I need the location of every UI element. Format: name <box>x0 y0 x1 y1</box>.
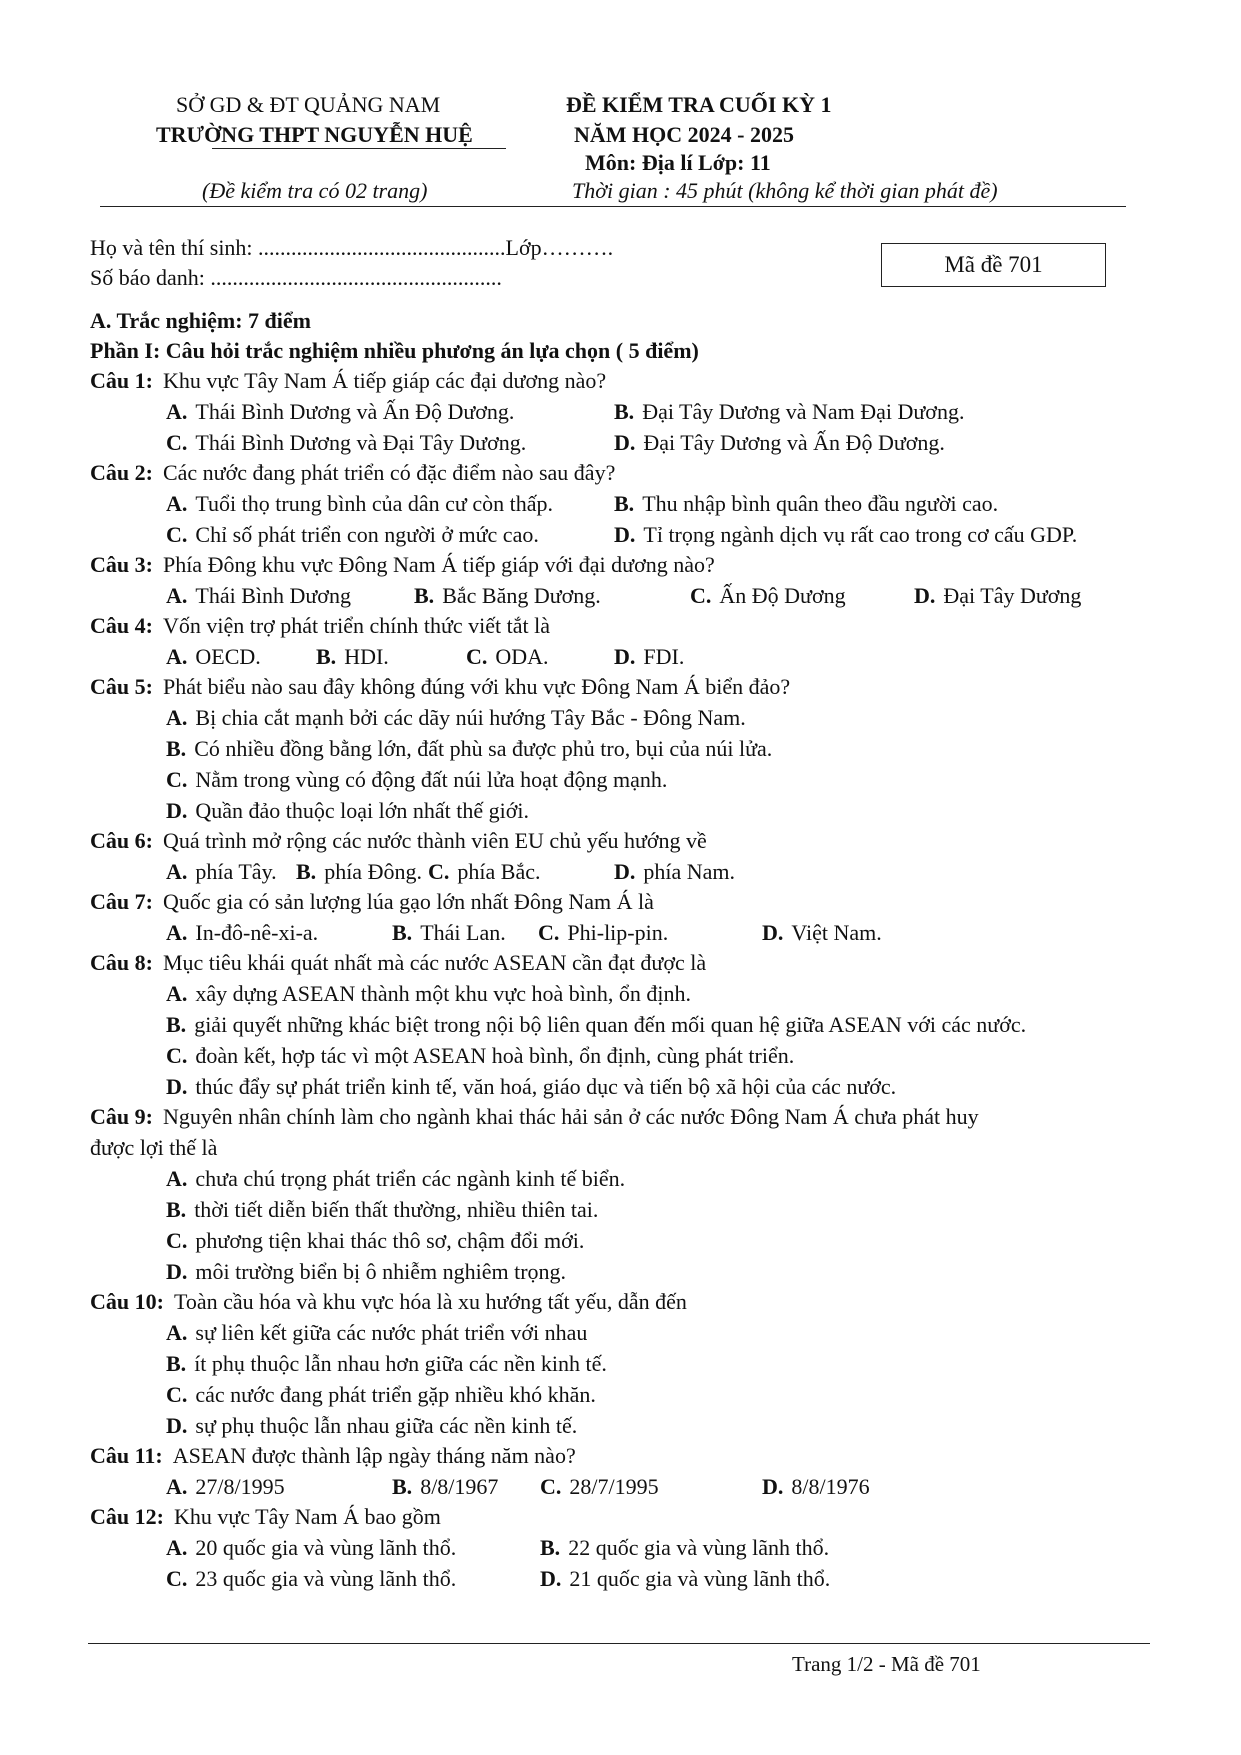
option: D. sự phụ thuộc lẫn nhau giữa các nền kinh tế. <box>166 1413 578 1438</box>
question: Câu 9: Nguyên nhân chính làm cho ngành khai thác hải sản ở các nước Đông Nam Á chưa phát huy <box>90 1104 979 1129</box>
option: C. Nằm trong vùng có động đất núi lửa hoạt động mạnh. <box>166 767 668 792</box>
question: Câu 11: ASEAN được thành lập ngày tháng năm nào? <box>90 1443 576 1468</box>
question: Câu 4: Vốn viện trợ phát triển chính thức viết tắt là <box>90 613 551 638</box>
page-info: Trang 1/2 - Mã đề 701 <box>792 1652 981 1676</box>
pages-note: (Đề kiểm tra có 02 trang) <box>202 178 428 203</box>
option: C. ODA. <box>466 644 549 669</box>
option: A. OECD. <box>166 644 261 669</box>
option: D. Quần đảo thuộc loại lớn nhất thế giới. <box>166 798 530 823</box>
option: C. 28/7/1995 <box>540 1474 659 1499</box>
option: B. phía Đông. <box>296 859 422 884</box>
option: D. phía Nam. <box>614 859 736 884</box>
question: Câu 3: Phía Đông khu vực Đông Nam Á tiếp giáp với đại dương nào? <box>90 552 715 577</box>
student-id-line: Số báo danh: ..................................................... <box>90 265 502 290</box>
option: C. các nước đang phát triển gặp nhiều khó khăn. <box>166 1382 596 1407</box>
option: D. môi trường biển bị ô nhiễm nghiêm trọng. <box>166 1259 567 1284</box>
option: C. 23 quốc gia và vùng lãnh thổ. <box>166 1566 457 1591</box>
school-underline <box>212 148 506 149</box>
student-name-line: Họ và tên thí sinh: .............................................Lớp………. <box>90 235 614 260</box>
option: D. Đại Tây Dương và Ấn Độ Dương. <box>614 430 945 455</box>
option: B. 22 quốc gia và vùng lãnh thổ. <box>540 1535 830 1560</box>
option: B. Thu nhập bình quân theo đầu người cao. <box>614 491 999 516</box>
option: A. Tuổi thọ trung bình của dân cư còn thấp. <box>166 491 553 516</box>
option: B. HDI. <box>316 644 389 669</box>
option: A. Bị chia cắt mạnh bởi các dãy núi hướng Tây Bắc - Đông Nam. <box>166 705 746 730</box>
exam-code: Mã đề 701 <box>944 252 1043 277</box>
question: Câu 7: Quốc gia có sản lượng lúa gạo lớn nhất Đông Nam Á là <box>90 889 654 914</box>
exam-code-box <box>881 243 1106 287</box>
question-number: Câu 1: <box>90 368 153 393</box>
option: D. Đại Tây Dương <box>914 583 1082 608</box>
department-name: SỞ GD & ĐT QUẢNG NAM <box>176 92 441 117</box>
option: D. 8/8/1976 <box>762 1474 870 1499</box>
option: A. In-đô-nê-xi-a. <box>166 920 319 945</box>
header-divider <box>100 206 1126 207</box>
part-1-heading: Phần I: Câu hỏi trắc nghiệm nhiều phương án lựa chọn ( 5 điểm) <box>90 338 699 363</box>
option: B. thời tiết diễn biến thất thường, nhiều thiên tai. <box>166 1197 599 1222</box>
footer-divider <box>88 1643 1150 1644</box>
part-a-heading: A. Trắc nghiệm: 7 điểm <box>90 308 311 333</box>
option: B. Bắc Băng Dương. <box>414 583 601 608</box>
question: Câu 6: Quá trình mở rộng các nước thành viên EU chủ yếu hướng về <box>90 828 707 853</box>
option: D. thúc đẩy sự phát triển kinh tế, văn hoá, giáo dục và tiến bộ xã hội của các nước. <box>166 1074 897 1099</box>
school-name: TRƯỜNG THPT NGUYỄN HUỆ <box>156 122 473 147</box>
option: D. Tỉ trọng ngành dịch vụ rất cao trong cơ cấu GDP. <box>614 522 1078 547</box>
option: A. chưa chú trọng phát triển các ngành kinh tế biển. <box>166 1166 626 1191</box>
option: D. Việt Nam. <box>762 920 882 945</box>
option: C. phía Bắc. <box>428 859 541 884</box>
option: C. Ấn Độ Dương <box>690 583 846 608</box>
option: A. Thái Bình Dương và Ấn Độ Dương. <box>166 399 515 424</box>
exam-title: ĐỀ KIỂM TRA CUỐI KỲ 1 <box>566 92 832 117</box>
option: C. đoàn kết, hợp tác vì một ASEAN hoà bình, ổn định, cùng phát triển. <box>166 1043 795 1068</box>
option: B. Thái Lan. <box>392 920 506 945</box>
question: Câu 8: Mục tiêu khái quát nhất mà các nước ASEAN cần đạt được là <box>90 950 707 975</box>
subject-grade: Môn: Địa lí Lớp: 11 <box>585 150 771 175</box>
question <box>90 367 606 395</box>
option: B. 8/8/1967 <box>392 1474 499 1499</box>
option: C. phương tiện khai thác thô sơ, chậm đổi mới. <box>166 1228 585 1253</box>
question: Câu 5: Phát biểu nào sau đây không đúng với khu vực Đông Nam Á biển đảo? <box>90 674 791 699</box>
school-year: NĂM HỌC 2024 - 2025 <box>574 122 794 147</box>
question: Câu 2: Các nước đang phát triển có đặc điểm nào sau đây? <box>90 460 616 485</box>
option: D. 21 quốc gia và vùng lãnh thổ. <box>540 1566 831 1591</box>
option: A. xây dựng ASEAN thành một khu vực hoà bình, ổn định. <box>166 981 691 1006</box>
option: B. giải quyết những khác biệt trong nội bộ liên quan đến mối quan hệ giữa ASEAN với các nước. <box>166 1012 1027 1037</box>
question: Câu 12: Khu vực Tây Nam Á bao gồm <box>90 1504 441 1529</box>
option: B. Có nhiều đồng bằng lớn, đất phù sa được phủ tro, bụi của núi lửa. <box>166 736 773 761</box>
option: A. sự liên kết giữa các nước phát triển với nhau <box>166 1320 588 1345</box>
option: A. phía Tây. <box>166 859 277 884</box>
option: A. Thái Bình Dương <box>166 583 351 608</box>
option: C. Thái Bình Dương và Đại Tây Dương. <box>166 430 527 455</box>
option: A. 20 quốc gia và vùng lãnh thổ. <box>166 1535 457 1560</box>
option: C. Chỉ số phát triển con người ở mức cao. <box>166 522 539 547</box>
question: Câu 10: Toàn cầu hóa và khu vực hóa là xu hướng tất yếu, dẫn đến <box>90 1289 687 1314</box>
question-text-continued: được lợi thế là <box>90 1135 218 1160</box>
option: C. Phi-lip-pin. <box>538 920 669 945</box>
option: D. FDI. <box>614 644 685 669</box>
option: A. 27/8/1995 <box>166 1474 285 1499</box>
option: B. ít phụ thuộc lẫn nhau hơn giữa các nền kinh tế. <box>166 1351 607 1376</box>
question-text: Khu vực Tây Nam Á tiếp giáp các đại dương nào? <box>162 368 607 393</box>
option: B. Đại Tây Dương và Nam Đại Dương. <box>614 399 965 424</box>
time-note: Thời gian : 45 phút (không kể thời gian phát đề) <box>572 178 998 203</box>
